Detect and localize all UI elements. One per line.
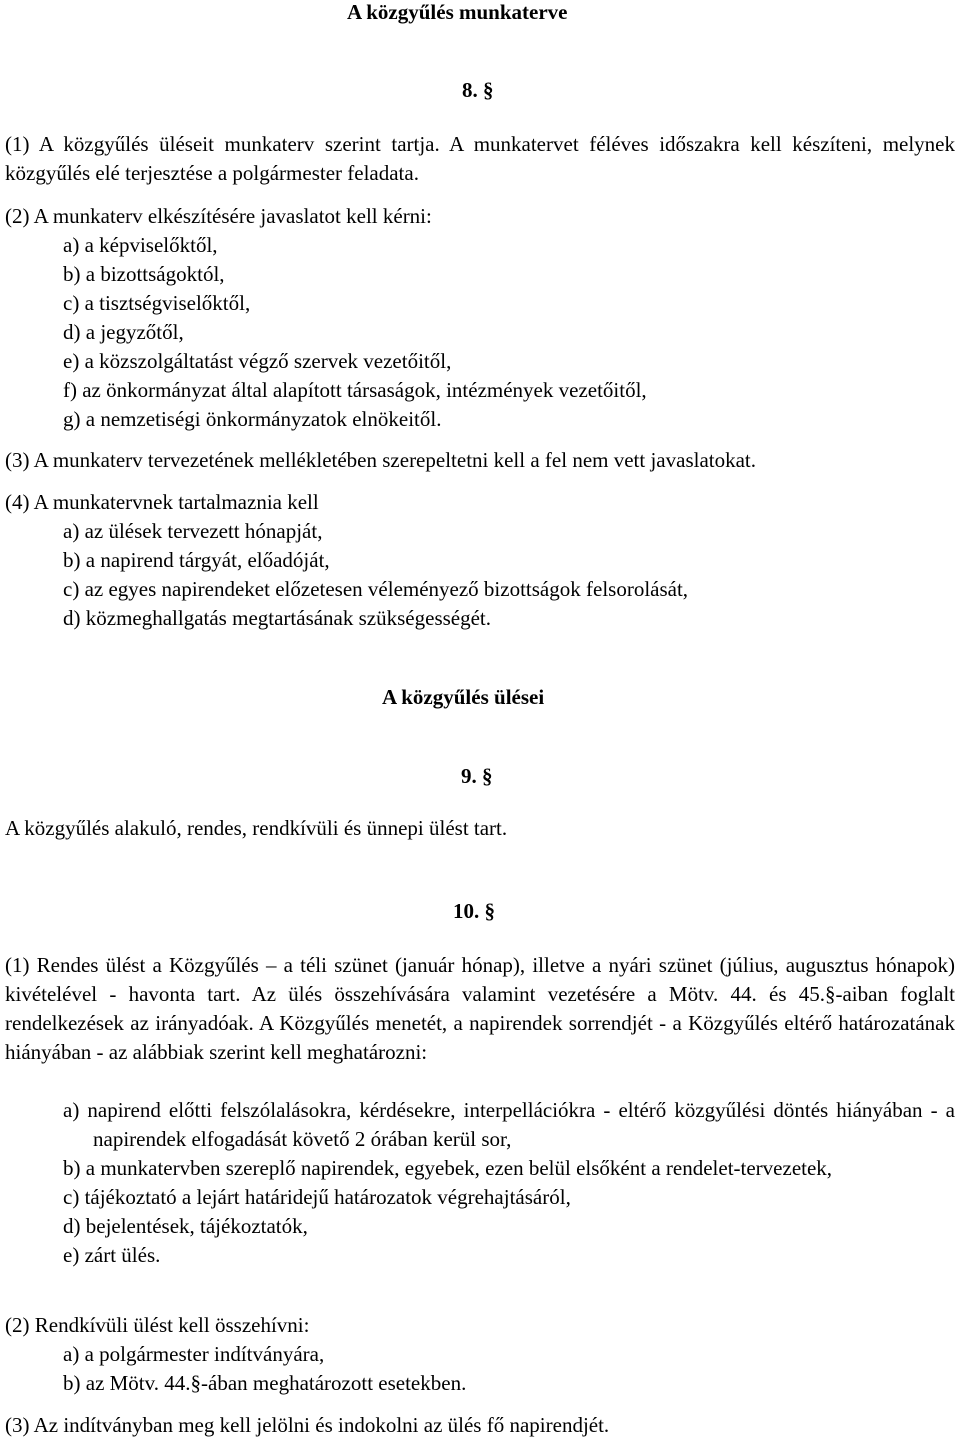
list-item: d) közmeghallgatás megtartásának szükségességét. [63, 606, 492, 630]
section-number-9: 9. § [461, 764, 493, 788]
list-item: b) a munkatervben szereplő napirendek, egyebek, ezen belül elsőként a rendelet-tervezetek, [63, 1156, 833, 1180]
list-item: e) a közszolgáltatást végző szervek vezetőitől, [63, 349, 452, 373]
list-10-2 [5, 1340, 955, 1398]
section-number-10: 10. § [453, 899, 495, 923]
list-item: a) a képviselőktől, [63, 233, 218, 257]
list-item: c) az egyes napirendeket előzetesen véleményező bizottságok felsorolását, [63, 577, 689, 601]
paragraph-10-3: (3) Az indítványban meg kell jelölni és indokolni az ülés fő napirendjét. [5, 1413, 610, 1437]
paragraph-8-4-intro: (4) A munkatervnek tartalmaznia kell [5, 490, 319, 514]
section-heading-munkaterv: A közgyűlés munkaterve [347, 0, 568, 24]
list-10-1 [5, 1096, 955, 1270]
section-heading-ulesei: A közgyűlés ülései [382, 685, 545, 709]
list-item: c) a tisztségviselőktől, [63, 291, 251, 315]
list-item: a) napirend előtti felszólalásokra, kérdésekre, interpellációkra - eltérő közgyűlési döntés hiányában - a napirendek elfogadását követő 2 órában kerül sor, [63, 1098, 955, 1151]
paragraph-9: A közgyűlés alakuló, rendes, rendkívüli és ünnepi ülést tart. [5, 816, 508, 840]
list-item: b) a bizottságoktól, [63, 262, 225, 286]
list-item: e) zárt ülés. [63, 1243, 161, 1267]
list-8-2 [5, 231, 955, 434]
list-item: f) az önkormányzat által alapított társaságok, intézmények vezetőitől, [63, 378, 647, 402]
list-item: c) tájékoztató a lejárt határidejű határozatok végrehajtásáról, [63, 1185, 571, 1209]
paragraph-10-1: (1) Rendes ülést a Közgyűlés – a téli szünet (január hónap), illetve a nyári szünet (július, augusztus hónapok) kivételével - havonta tart. Az ülés összehívására valamint vezetésére a Mötv. 44. és 45.§-aiban foglalt rendelkezések az irányadóak. A Közgyűlés menetét, a napirendek sorrendjét - a Közgyűlés eltérő határozatának hiányában - az alábbiak szerint kell meghatározni: [5, 953, 955, 1064]
paragraph-8-3: (3) A munkaterv tervezetének mellékletében szerepeltetni kell a fel nem vett javaslatokat. [5, 448, 757, 472]
list-item: d) a jegyzőtől, [63, 320, 184, 344]
paragraph-8-2-intro: (2) A munkaterv elkészítésére javaslatot kell kérni: [5, 204, 432, 228]
paragraph-8-1: (1) A közgyűlés üléseit munkaterv szerint tartja. A munkatervet féléves időszakra kell készíteni, melynek közgyűlés elé terjesztése a polgármester feladata. [5, 132, 955, 185]
list-item: b) az Mötv. 44.§-ában meghatározott esetekben. [63, 1371, 467, 1395]
list-item: d) bejelentések, tájékoztatók, [63, 1214, 308, 1238]
paragraph-10-2-intro: (2) Rendkívüli ülést kell összehívni: [5, 1313, 310, 1337]
list-item: b) a napirend tárgyát, előadóját, [63, 548, 330, 572]
list-item: g) a nemzetiségi önkormányzatok elnökeitől. [63, 407, 442, 431]
section-number-8: 8. § [462, 78, 494, 102]
list-item: a) a polgármester indítványára, [63, 1342, 325, 1366]
list-8-4 [5, 517, 955, 633]
list-item: a) az ülések tervezett hónapját, [63, 519, 323, 543]
